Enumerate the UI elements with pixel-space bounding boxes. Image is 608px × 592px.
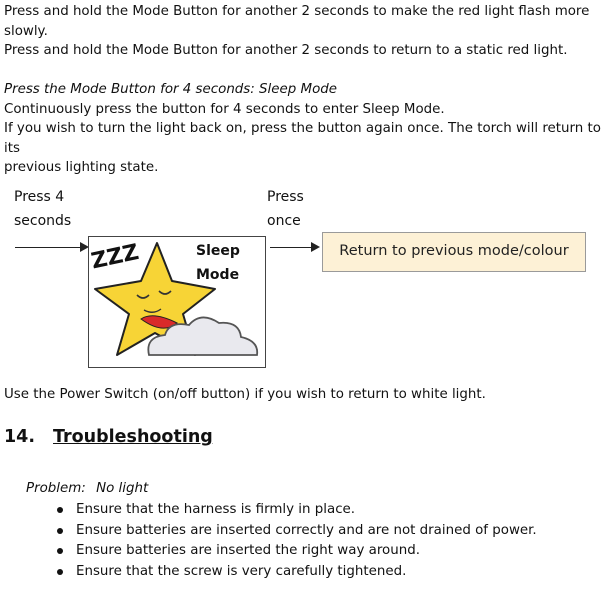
sleep-mode-image — [88, 236, 266, 368]
press-4-seconds-label — [14, 185, 71, 233]
zzz-text: ZZZ — [89, 240, 142, 275]
sleep-label: Sleep — [196, 243, 240, 259]
list-item: Ensure that the screw is very carefully tightened. — [54, 562, 537, 583]
list-item: Ensure batteries are inserted the right way around. — [54, 541, 537, 562]
press-4-label-line-1: Press 4 — [14, 189, 65, 205]
return-box-label: Return to previous mode/colour — [339, 243, 569, 260]
problem-value: No light — [96, 481, 149, 496]
press-4-label-line-2: seconds — [14, 213, 72, 229]
flash-slow-line-1: Press and hold the Mode Button for another 2 seconds to make the red light flash more — [4, 4, 590, 19]
sleep-mode-heading: Press the Mode Button for 4 seconds: Sleep Mode — [4, 82, 337, 97]
press-once-label-line-2: once — [267, 213, 301, 229]
press-once-label-line-1: Press — [267, 189, 304, 205]
press-once-label — [267, 185, 304, 233]
sleeping-star-illustration — [89, 237, 265, 367]
static-red-line: Press and hold the Mode Button for another 2 seconds to return to a static red light. — [4, 43, 568, 58]
section-number: 14. — [4, 427, 36, 447]
sleep-mode-text — [4, 80, 604, 178]
arrow-line-right — [270, 247, 314, 248]
troubleshooting-list — [54, 500, 537, 582]
list-item: Ensure batteries are inserted correctly and are not drained of power. — [54, 521, 537, 542]
sleep-mode-line-3: previous lighting state. — [4, 160, 159, 175]
flash-slow-line-2: slowly. — [4, 23, 48, 39]
list-item: Ensure that the harness is firmly in place. — [54, 500, 537, 521]
sleep-mode-line-2: If you wish to turn the light back on, press the button again once. The torch will return to its — [4, 121, 601, 156]
sleep-mode-line-1: Continuously press the button for 4 seconds to enter Sleep Mode. — [4, 101, 445, 117]
problem-label: Problem: — [26, 481, 86, 496]
section-title: Troubleshooting — [53, 427, 213, 447]
mode-label: Mode — [196, 267, 240, 283]
intro-text — [4, 2, 604, 61]
problem-line — [26, 479, 148, 499]
section-heading — [4, 428, 213, 448]
arrow-line-left — [15, 247, 83, 248]
arrow-head-right — [311, 242, 320, 252]
return-to-previous-mode-box — [322, 232, 586, 272]
power-switch-note: Use the Power Switch (on/off button) if you wish to return to white light. — [4, 387, 486, 402]
